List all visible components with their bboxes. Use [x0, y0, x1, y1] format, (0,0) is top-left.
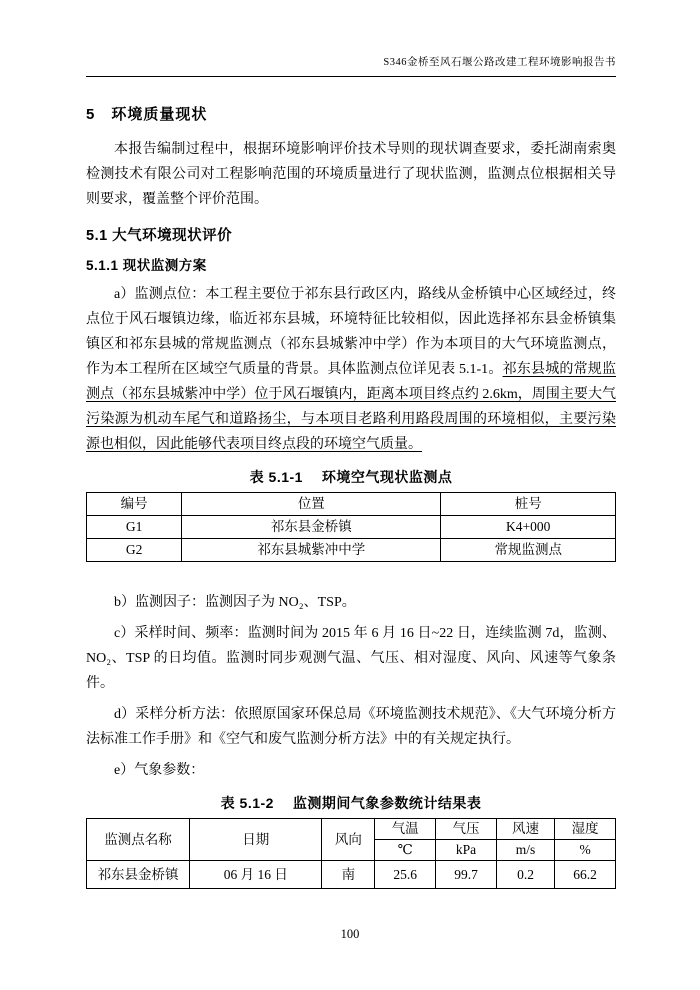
table1-cell-stake: 常规监测点: [441, 539, 616, 562]
intro-paragraph: 本报告编制过程中，根据环境影响评价技术导则的现状调查要求，委托湖南索奥检测技术有限公司对工程影响范围的环境质量进行了现状监测，监测点位根据相关导则要求，覆盖整个评价范围。: [86, 142, 616, 207]
table2-header-pressure: 气压: [436, 819, 497, 840]
table1-cell-location: 祁东县城紫冲中学: [182, 539, 441, 562]
header-report-title: S346金桥至风石堰公路改建工程环境影响报告书: [383, 57, 616, 68]
table2-cell-date: 06 月 16 日: [190, 861, 322, 889]
table-5-1-2-caption: 表 5.1-2 监测期间气象参数统计结果表: [220, 795, 482, 811]
table2-cell-humidity: 66.2: [555, 861, 616, 889]
table2-header-row: [87, 819, 616, 840]
table2-cell-wind-direction: 南: [322, 861, 375, 889]
table2-cell-wind-speed: 0.2: [496, 861, 554, 889]
table1-cell-location: 祁东县金桥镇: [182, 516, 441, 539]
table-air-monitoring-points: [86, 492, 616, 562]
table1-cell-number: G1: [87, 516, 182, 539]
page-number: 100: [340, 927, 360, 941]
table2-header-wind-direction: 风向: [322, 819, 375, 861]
table2-unit-wind-speed: m/s: [496, 840, 554, 861]
table1-header-stake: 桩号: [441, 493, 616, 516]
section-heading-5-1: 5.1 大气环境现状评价: [86, 228, 233, 244]
table2-unit-temperature: ℃: [375, 840, 436, 861]
table2-cell-pressure: 99.7: [436, 861, 497, 889]
table2-cell-station: 祁东县金桥镇: [87, 861, 190, 889]
page-header: [86, 54, 616, 77]
paragraph-a: [86, 282, 616, 457]
table2-header-humidity: 湿度: [555, 819, 616, 840]
table-5-1-1-caption: 表 5.1-1 环境空气现状监测点: [249, 469, 453, 485]
table1-cell-number: G2: [87, 539, 182, 562]
table2-unit-humidity: %: [555, 840, 616, 861]
table1-header-row: [87, 493, 616, 516]
table2-header-temperature: 气温: [375, 819, 436, 840]
table-row: [87, 516, 616, 539]
table2-header-date: 日期: [190, 819, 322, 861]
paragraph-b: b）监测因子：监测因子为 NO₂、TSP。: [114, 595, 356, 610]
paragraph-c: c）采样时间、频率：监测时间为 2015 年 6 月 16 日~22 日，连续监测 7d，监测、NO₂、TSP 的日均值。监测时同步观测气温、气压、相对湿度、风向、风速等气象条件。: [86, 626, 616, 691]
paragraph-a-underlined-text: 祁东县城的常规监测点（祁东县城紫冲中学）位于风石堰镇内，距离本项目终点约 2.6km，周围主要大气污染源为机动车尾气和道路扬尘，与本项目老路利用路段周围的环境相似，主要污染源也相似，因此能够代表项目终点段的环境空气质量。: [86, 362, 617, 452]
table-row: [87, 539, 616, 562]
paragraph-e: e）气象参数：: [114, 763, 205, 778]
table2-unit-pressure: kPa: [436, 840, 497, 861]
table2-header-wind-speed: 风速: [496, 819, 554, 840]
table-row: [87, 861, 616, 889]
document-body: [86, 77, 616, 889]
table1-header-location: 位置: [182, 493, 441, 516]
table1-cell-stake: K4+000: [441, 516, 616, 539]
table2-cell-temperature: 25.6: [375, 861, 436, 889]
table1-header-number: 编号: [87, 493, 182, 516]
paragraph-a-text: a）监测点位：本工程主要位于祁东县行政区内，路线从金桥镇中心区域经过，终点位于风石堰镇边缘，临近祁东县城，环境特征比较相似，因此选择祁东县金桥镇集镇区和祁东县城的常规监测点（祁东县城紫冲中学）作为本项目的大气环境监测点，作为本工程所在区域空气质量的背景。具体监测点位详见表 5.1-1。: [86, 287, 616, 377]
table-weather-parameters: [86, 818, 616, 889]
section-heading-5: 5 环境质量现状: [86, 106, 208, 123]
table2-header-station: 监测点名称: [87, 819, 190, 861]
page-footer: [0, 927, 700, 942]
paragraph-d: d）采样分析方法：依照原国家环保总局《环境监测技术规范》、《大气环境分析方法标准工作手册》和《空气和废气监测分析方法》中的有关规定执行。: [86, 707, 616, 747]
section-heading-5-1-1: 5.1.1 现状监测方案: [86, 258, 207, 273]
